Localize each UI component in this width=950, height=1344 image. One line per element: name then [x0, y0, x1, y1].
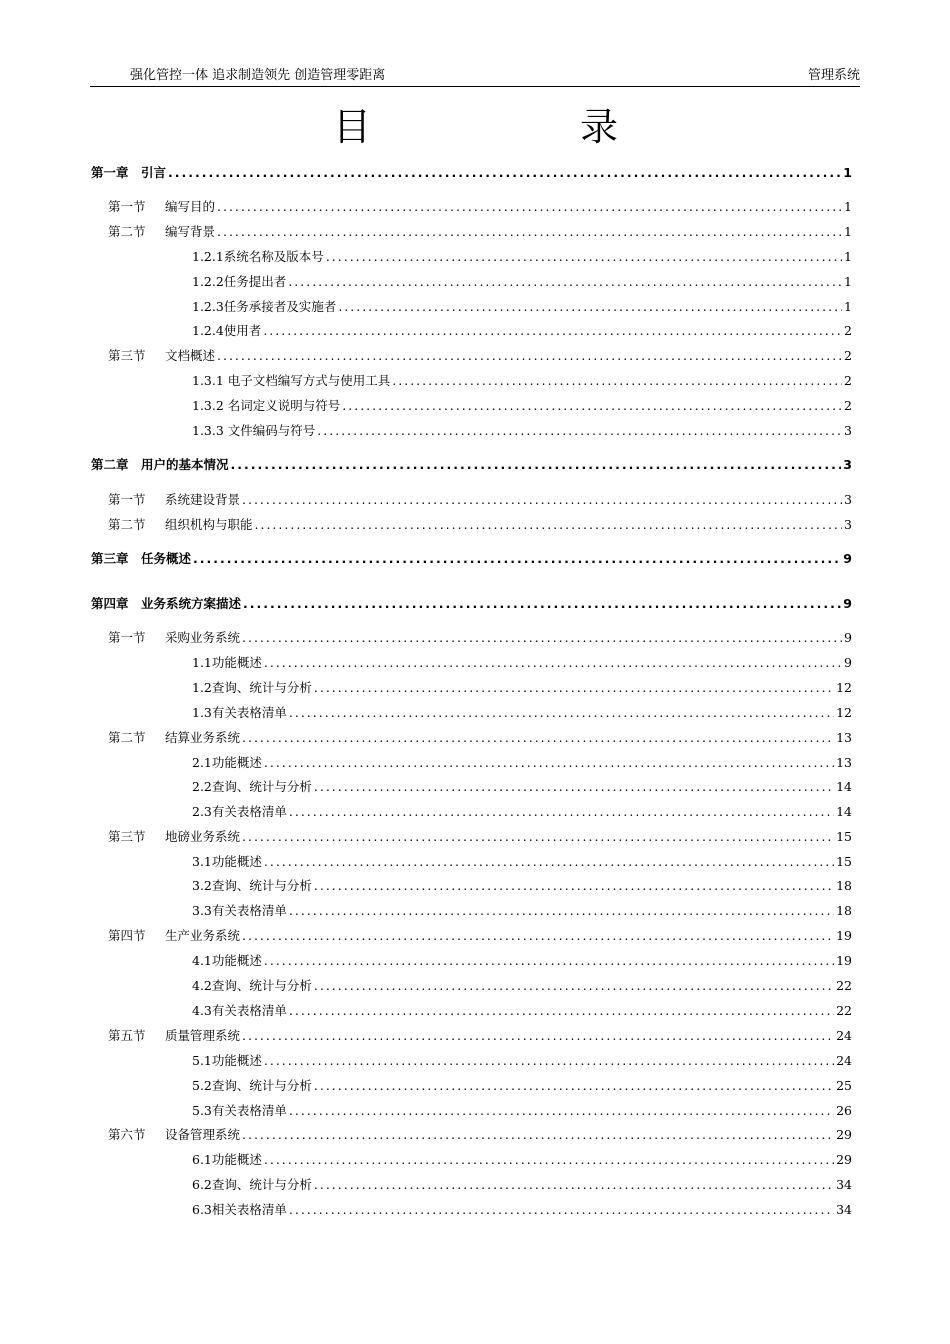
- toc-entry-number: 第六节: [108, 1127, 146, 1142]
- toc-section-entry[interactable]: [108, 629, 852, 647]
- toc-page-number: 1: [844, 249, 852, 264]
- toc-entry-label: [192, 397, 340, 415]
- toc-page-number: 29: [836, 1127, 852, 1142]
- toc-page-number: 9: [843, 551, 852, 566]
- toc-subsection-entry[interactable]: [192, 322, 852, 340]
- toc-section-entry[interactable]: [108, 927, 852, 945]
- toc-entry-text: 业务系统方案描述: [141, 596, 242, 611]
- toc-subsection-entry[interactable]: [192, 298, 852, 316]
- toc-subsection-entry[interactable]: [192, 1151, 852, 1169]
- toc-entry-label: [192, 778, 312, 796]
- toc-entry-text: 文档概述: [165, 348, 216, 363]
- toc-subsection-entry[interactable]: [192, 754, 852, 772]
- toc-entry-label: [108, 1126, 240, 1144]
- toc-entry-label: [192, 372, 390, 390]
- toc-dot-leader: [314, 778, 834, 796]
- toc-entry-text: 6.3相关表格清单: [192, 1202, 287, 1217]
- toc-subsection-entry[interactable]: [192, 1052, 852, 1070]
- toc-entry-label: [108, 491, 240, 509]
- toc-entry-label: [192, 754, 262, 772]
- toc-dot-leader: [289, 1002, 834, 1020]
- toc-entry-number: 第二节: [108, 730, 146, 745]
- toc-page-number: 9: [844, 655, 852, 670]
- toc-entry-label: [192, 853, 262, 871]
- toc-dot-leader: [264, 754, 834, 772]
- toc-entry-label: [91, 595, 241, 613]
- toc-subsection-entry[interactable]: [192, 654, 852, 672]
- toc-page-number: 19: [836, 953, 852, 968]
- toc-dot-leader: [288, 273, 842, 291]
- toc-section-entry[interactable]: [108, 516, 852, 534]
- toc-entry-label: [108, 516, 253, 534]
- toc-entry-text: 2.2查询、统计与分析: [192, 779, 312, 794]
- toc-entry-text: 1.3.2 名词定义说明与符号: [192, 398, 341, 413]
- toc-subsection-entry[interactable]: [192, 397, 852, 415]
- toc-entry-label: [108, 629, 240, 647]
- toc-page-number: 13: [836, 730, 852, 745]
- toc-subsection-entry[interactable]: [192, 273, 852, 291]
- toc-page-number: 22: [836, 978, 852, 993]
- toc-subsection-entry[interactable]: [192, 778, 852, 796]
- toc-page-number: 12: [836, 680, 852, 695]
- toc-page-number: 12: [836, 705, 852, 720]
- toc-entry-label: [192, 1077, 312, 1095]
- toc-section-entry[interactable]: [108, 198, 852, 216]
- toc-dot-leader: [217, 198, 842, 216]
- toc-dot-leader: [242, 828, 834, 846]
- toc-entry-text: 设备管理系统: [165, 1127, 241, 1142]
- page-header: [90, 66, 860, 87]
- toc-subsection-entry[interactable]: [192, 952, 852, 970]
- toc-dot-leader: [314, 977, 834, 995]
- toc-entry-label: [108, 927, 240, 945]
- toc-dot-leader: [392, 372, 842, 390]
- toc-subsection-entry[interactable]: [192, 1077, 852, 1095]
- toc-dot-leader: [264, 1151, 834, 1169]
- toc-entry-label: [108, 729, 240, 747]
- toc-entry-label: [192, 1002, 287, 1020]
- toc-entry-number: 第三节: [108, 348, 146, 363]
- toc-entry-label: [192, 298, 336, 316]
- toc-entry-text: 3.1功能概述: [192, 854, 262, 869]
- toc-dot-leader: [289, 704, 834, 722]
- toc-entry-text: 2.1功能概述: [192, 755, 262, 770]
- toc-entry-label: [192, 273, 286, 291]
- toc-entry-text: 1.3.1 电子文档编写方式与使用工具: [192, 373, 391, 388]
- toc-subsection-entry[interactable]: [192, 977, 852, 995]
- toc-dot-leader: [326, 248, 842, 266]
- toc-entry-text: 1.2.2任务提出者: [192, 274, 287, 289]
- toc-entry-label: [192, 322, 261, 340]
- toc-dot-leader: [242, 1126, 834, 1144]
- toc-entry-label: [192, 1201, 287, 1219]
- toc-page-number: 14: [836, 779, 852, 794]
- toc-entry-text: 1.3有关表格清单: [192, 705, 287, 720]
- toc-subsection-entry[interactable]: [192, 422, 852, 440]
- toc-entry-number: 第五节: [108, 1028, 146, 1043]
- toc-page-number: 24: [836, 1053, 852, 1068]
- toc-entry-text: 1.1功能概述: [192, 655, 262, 670]
- toc-entry-number: 第三章: [91, 551, 129, 566]
- toc-dot-leader: [193, 550, 841, 568]
- toc-chapter-entry[interactable]: [91, 550, 852, 568]
- toc-dot-leader: [289, 1201, 834, 1219]
- toc-dot-leader: [242, 491, 842, 509]
- toc-dot-leader: [217, 347, 842, 365]
- toc-entry-label: [91, 164, 166, 182]
- header-system-name: 管理系统: [807, 68, 860, 83]
- toc-entry-text: 1.2.1系统名称及版本号: [192, 249, 324, 264]
- toc-entry-number: 第一节: [108, 199, 146, 214]
- toc-entry-number: 第二节: [108, 517, 146, 532]
- toc-entry-text: 组织机构与职能: [165, 517, 253, 532]
- toc-page-number: 29: [836, 1152, 852, 1167]
- toc-section-entry[interactable]: [108, 491, 852, 509]
- toc-dot-leader: [338, 298, 842, 316]
- toc-entry-text: 5.1功能概述: [192, 1053, 262, 1068]
- toc-dot-leader: [242, 629, 842, 647]
- toc-subsection-entry[interactable]: [192, 853, 852, 871]
- toc-entry-number: 第三节: [108, 829, 146, 844]
- toc-entry-text: 2.3有关表格清单: [192, 804, 287, 819]
- toc-entry-text: 3.3有关表格清单: [192, 903, 287, 918]
- toc-dot-leader: [168, 164, 841, 182]
- toc-page-number: 22: [836, 1003, 852, 1018]
- toc-entry-text: 4.1功能概述: [192, 953, 262, 968]
- toc-dot-leader: [242, 1027, 834, 1045]
- toc-page-number: 18: [836, 903, 852, 918]
- toc-entry-label: [108, 1027, 240, 1045]
- toc-dot-leader: [242, 729, 834, 747]
- toc-dot-leader: [289, 902, 834, 920]
- toc-entry-text: 结算业务系统: [165, 730, 241, 745]
- toc-section-entry[interactable]: [108, 729, 852, 747]
- toc-entry-label: [108, 223, 215, 241]
- toc-subsection-entry[interactable]: [192, 679, 852, 697]
- toc-entry-label: [192, 902, 287, 920]
- toc-entry-number: 第一章: [91, 165, 129, 180]
- toc-entry-number: 第二节: [108, 224, 146, 239]
- toc-page-number: 3: [843, 457, 852, 472]
- toc-entry-number: 第四节: [108, 928, 146, 943]
- toc-dot-leader: [255, 516, 843, 534]
- toc-entry-number: 第一节: [108, 630, 146, 645]
- toc-subsection-entry[interactable]: [192, 877, 852, 895]
- toc-page-number: 9: [844, 630, 852, 645]
- toc-dot-leader: [314, 679, 834, 697]
- toc-entry-number: 第四章: [91, 596, 129, 611]
- toc-entry-text: 3.2查询、统计与分析: [192, 878, 312, 893]
- toc-entry-text: 系统建设背景: [165, 492, 241, 507]
- toc-dot-leader: [289, 803, 834, 821]
- toc-page-number: 1: [844, 224, 852, 239]
- toc-subsection-entry[interactable]: [192, 902, 852, 920]
- toc-entry-text: 编写目的: [165, 199, 216, 214]
- toc-dot-leader: [264, 853, 834, 871]
- toc-entry-text: 6.1功能概述: [192, 1152, 262, 1167]
- toc-entry-number: 第一节: [108, 492, 146, 507]
- toc-entry-text: 采购业务系统: [165, 630, 241, 645]
- toc-entry-label: [192, 1052, 262, 1070]
- toc-page-number: 3: [844, 492, 852, 507]
- toc-chapter-entry[interactable]: [91, 595, 852, 613]
- toc-entry-label: [91, 550, 191, 568]
- toc-entry-label: [108, 828, 240, 846]
- toc-entry-label: [192, 422, 315, 440]
- toc-entry-label: [192, 877, 312, 895]
- toc-entry-label: [192, 977, 312, 995]
- toc-dot-leader: [314, 1077, 834, 1095]
- toc-dot-leader: [314, 1176, 834, 1194]
- toc-entry-label: [192, 1176, 312, 1194]
- toc-dot-leader: [264, 654, 842, 672]
- header-slogan: 强化管控一体 追求制造领先 创造管理零距离: [130, 68, 386, 83]
- toc-page-number: 19: [836, 928, 852, 943]
- toc-subsection-entry[interactable]: [192, 1002, 852, 1020]
- toc-page-number: 9: [843, 596, 852, 611]
- toc-page-number: 14: [836, 804, 852, 819]
- toc-entry-text: 1.2.4使用者: [192, 323, 262, 338]
- toc-page-number: 24: [836, 1028, 852, 1043]
- toc-entry-label: [108, 198, 215, 216]
- toc-page-number: 1: [844, 274, 852, 289]
- toc-page-number: 15: [836, 854, 852, 869]
- toc-dot-leader: [264, 1052, 834, 1070]
- toc-entry-text: 5.3有关表格清单: [192, 1103, 287, 1118]
- toc-page-number: 18: [836, 878, 852, 893]
- toc-page-number: 15: [836, 829, 852, 844]
- toc-subsection-entry[interactable]: [192, 248, 852, 266]
- toc-title-char-2: 录: [580, 105, 619, 149]
- toc-chapter-entry[interactable]: [91, 456, 852, 474]
- toc-page-number: 13: [836, 755, 852, 770]
- toc-page-number: 2: [844, 348, 852, 363]
- toc-subsection-entry[interactable]: [192, 803, 852, 821]
- toc-entry-text: 引言: [141, 165, 167, 180]
- toc-entry-text: 生产业务系统: [165, 928, 241, 943]
- toc-entry-text: 用户的基本情况: [141, 457, 229, 472]
- toc-page-number: 1: [844, 299, 852, 314]
- toc-entry-text: 6.2查询、统计与分析: [192, 1177, 312, 1192]
- toc-entry-number: 第二章: [91, 457, 129, 472]
- toc-entry-label: [192, 679, 312, 697]
- toc-section-entry[interactable]: [108, 1126, 852, 1144]
- toc-page-number: 3: [844, 517, 852, 532]
- toc-section-entry[interactable]: [108, 828, 852, 846]
- toc-subsection-entry[interactable]: [192, 1176, 852, 1194]
- toc-page-number: 1: [844, 199, 852, 214]
- toc-page-number: 2: [844, 398, 852, 413]
- toc-dot-leader: [263, 322, 842, 340]
- toc-page-number: 34: [836, 1177, 852, 1192]
- toc-entry-text: 地磅业务系统: [165, 829, 241, 844]
- toc-chapter-entry[interactable]: [91, 164, 852, 182]
- toc-page-number: 26: [836, 1103, 852, 1118]
- toc-subsection-entry[interactable]: [192, 372, 852, 390]
- toc-page-number: 25: [836, 1078, 852, 1093]
- toc-entry-text: 质量管理系统: [165, 1028, 241, 1043]
- toc-section-entry[interactable]: [108, 347, 852, 365]
- toc-page-number: 2: [844, 323, 852, 338]
- toc-subsection-entry[interactable]: [192, 704, 852, 722]
- toc-entry-label: [192, 1151, 262, 1169]
- toc-entry-text: 1.2查询、统计与分析: [192, 680, 312, 695]
- toc-entry-label: [192, 803, 287, 821]
- toc-title-char-1: 目: [333, 105, 372, 149]
- toc-entry-text: 1.3.3 文件编码与符号: [192, 423, 316, 438]
- toc-dot-leader: [342, 397, 842, 415]
- toc-entry-text: 5.2查询、统计与分析: [192, 1078, 312, 1093]
- toc-entry-label: [192, 1102, 287, 1120]
- toc-entry-text: 任务概述: [141, 551, 192, 566]
- toc-section-entry[interactable]: [108, 223, 852, 241]
- toc-page-number: 2: [844, 373, 852, 388]
- toc-entry-label: [192, 654, 262, 672]
- toc-subsection-entry[interactable]: [192, 1201, 852, 1219]
- toc-page-number: 34: [836, 1202, 852, 1217]
- toc-dot-leader: [314, 877, 834, 895]
- toc-dot-leader: [242, 927, 834, 945]
- toc-entry-text: 4.3有关表格清单: [192, 1003, 287, 1018]
- toc-dot-leader: [289, 1102, 834, 1120]
- toc-entry-text: 编写背景: [165, 224, 216, 239]
- toc-section-entry[interactable]: [108, 1027, 852, 1045]
- toc-dot-leader: [243, 595, 841, 613]
- toc-entry-label: [108, 347, 215, 365]
- toc-dot-leader: [217, 223, 842, 241]
- toc-page-number: 3: [844, 423, 852, 438]
- toc-subsection-entry[interactable]: [192, 1102, 852, 1120]
- toc-entry-label: [91, 456, 229, 474]
- toc-dot-leader: [317, 422, 842, 440]
- toc-entry-label: [192, 952, 262, 970]
- toc-page-number: 1: [843, 165, 852, 180]
- toc-dot-leader: [231, 456, 842, 474]
- toc-dot-leader: [264, 952, 834, 970]
- toc-entry-label: [192, 248, 324, 266]
- toc-entry-text: 1.2.3任务承接者及实施者: [192, 299, 337, 314]
- toc-entry-label: [192, 704, 287, 722]
- toc-entry-text: 4.2查询、统计与分析: [192, 978, 312, 993]
